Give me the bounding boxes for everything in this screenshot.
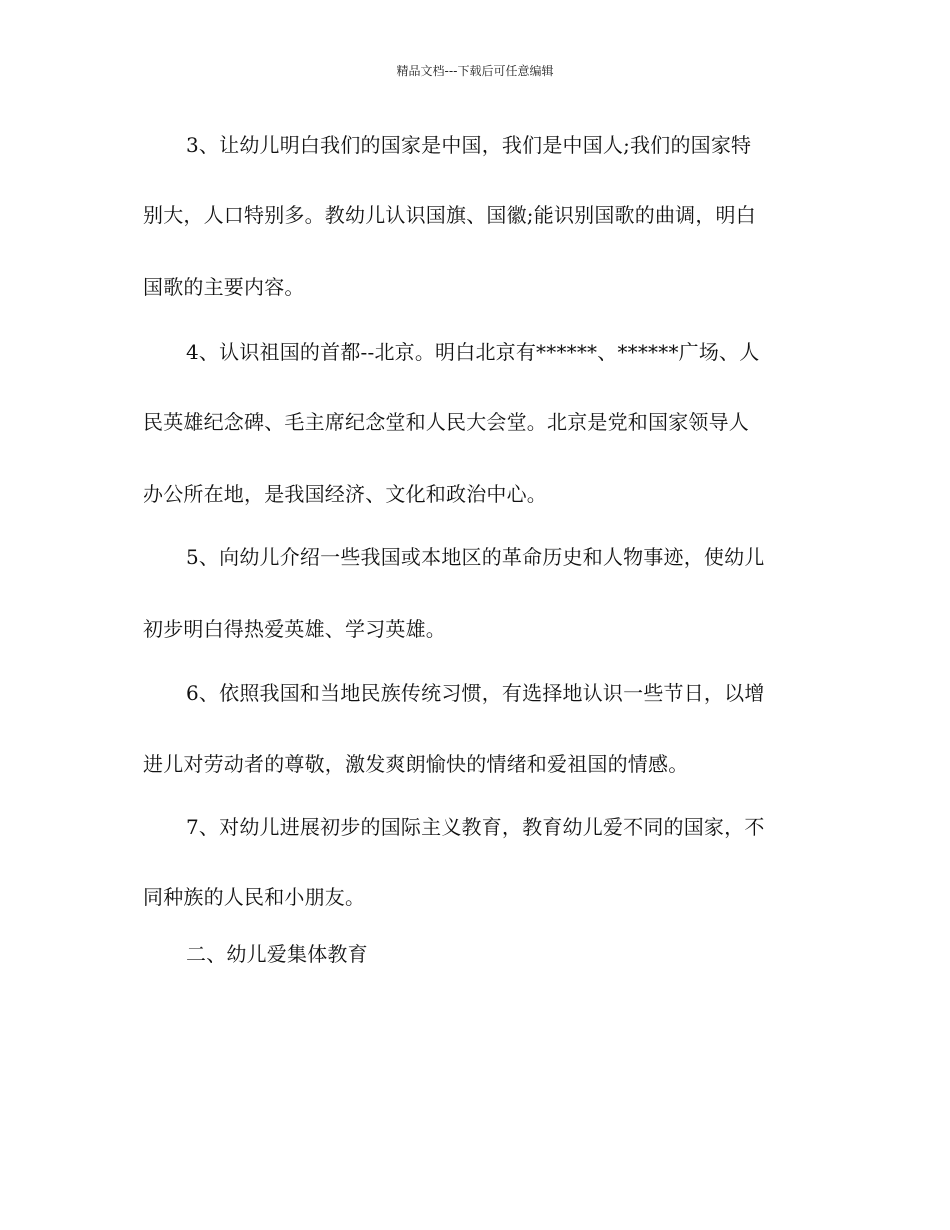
paragraph-4-line-2: 民英雄纪念碑、毛主席纪念堂和人民大会堂。北京是党和国家领导人 xyxy=(143,410,749,434)
paragraph-3-line-2: 别大，人口特别多。教幼儿认识国旗、国徽;能识别国歌的曲调，明白 xyxy=(143,203,756,227)
paragraph-5-line-2: 初步明白得热爱英雄、学习英雄。 xyxy=(143,617,446,641)
paragraph-4-line-1: 4、认识祖国的首都--北京。明白北京有******、******广场、人 xyxy=(186,340,760,364)
paragraph-7-line-1: 7、对幼儿进展初步的国际主义教育，教育幼儿爱不同的国家，不 xyxy=(186,815,765,839)
paragraph-6-line-2: 进儿对劳动者的尊敬，激发爽朗愉快的情绪和爱祖国的情感。 xyxy=(143,752,689,776)
paragraph-4-line-3: 办公所在地，是我国经济、文化和政治中心。 xyxy=(143,482,547,506)
page-header: 精品文档---下载后可任意编辑 xyxy=(396,64,554,78)
paragraph-3-line-1: 3、让幼儿明白我们的国家是中国，我们是中国人;我们的国家特 xyxy=(186,133,752,157)
paragraph-7-line-2: 同种族的人民和小朋友。 xyxy=(143,885,366,909)
paragraph-3-line-3: 国歌的主要内容。 xyxy=(143,275,305,299)
section-heading: 二、幼儿爱集体教育 xyxy=(186,942,368,966)
paragraph-6-line-1: 6、依照我国和当地民族传统习惯，有选择地认识一些节日，以增 xyxy=(186,681,765,705)
paragraph-5-line-1: 5、向幼儿介绍一些我国或本地区的革命历史和人物事迹，使幼儿 xyxy=(186,545,765,569)
